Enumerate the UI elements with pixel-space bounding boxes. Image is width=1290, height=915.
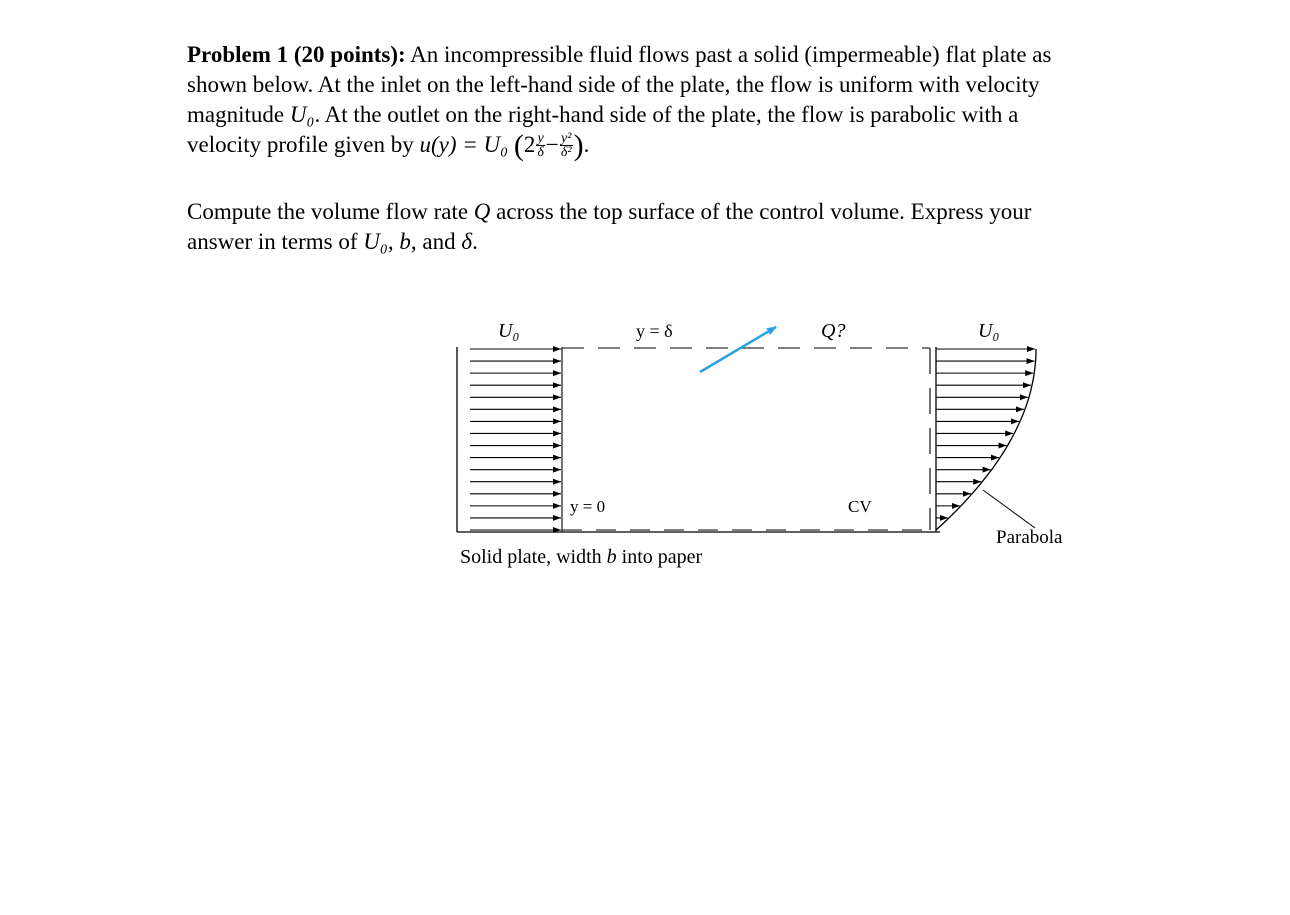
text: across the top surface of the control volume. Express your answer in terms of [187, 199, 1032, 254]
text: . At the outlet on the right-hand side of the plate, the flow is parabolic with a velocity profile given by [187, 102, 1019, 157]
open-paren: ( [513, 129, 524, 162]
text: , [387, 229, 400, 254]
var-b: b [399, 229, 411, 254]
caption-text: into paper [616, 546, 703, 568]
formula-lhs: u(y) = U₀ [419, 132, 509, 157]
label-u0-left: U₀ [498, 320, 520, 342]
var-u0: U₀ [363, 229, 388, 254]
text: Compute the volume flow rate [187, 199, 474, 224]
close-paren: ) [573, 129, 584, 162]
text: An incompressible fluid flows past a solid (impermeable) flat plate as shown below. At the inlet on the left-hand side of the plate, the flow is uniform with velocity magnitude [187, 42, 1052, 127]
formula-two: 2 [523, 132, 536, 157]
var-delta: δ [461, 229, 473, 254]
var-u0: U₀ [289, 102, 315, 127]
label-y-delta: y = δ [636, 321, 673, 341]
label-y-zero: y = 0 [570, 497, 606, 516]
label-q: Q? [821, 320, 846, 342]
text: , and [410, 229, 462, 254]
frac-numerator: y [537, 131, 544, 147]
caption-var-b: b [606, 546, 617, 568]
formula-minus: − [545, 132, 559, 157]
outlet-velocity-arrows [936, 349, 1035, 518]
label-parabola: Parabola [996, 527, 1063, 548]
figure-caption [460, 546, 703, 568]
label-cv: CV [848, 497, 872, 516]
problem-heading: Problem 1 (20 points): [187, 42, 406, 67]
var-q: Q [473, 199, 491, 224]
flow-rate-q-arrow [700, 327, 776, 372]
inlet-velocity-arrows [470, 349, 561, 530]
parabola-curve [936, 349, 1036, 530]
frac-denominator: δ [537, 145, 544, 161]
frac-numerator: y² [561, 131, 572, 147]
frac-denominator: δ² [560, 145, 572, 161]
label-u0-right: U₀ [978, 320, 1000, 342]
formula-end: . [583, 132, 590, 157]
caption-text: Solid plate, width [460, 546, 607, 568]
text: . [472, 229, 478, 254]
parabola-leader-line [983, 490, 1035, 528]
